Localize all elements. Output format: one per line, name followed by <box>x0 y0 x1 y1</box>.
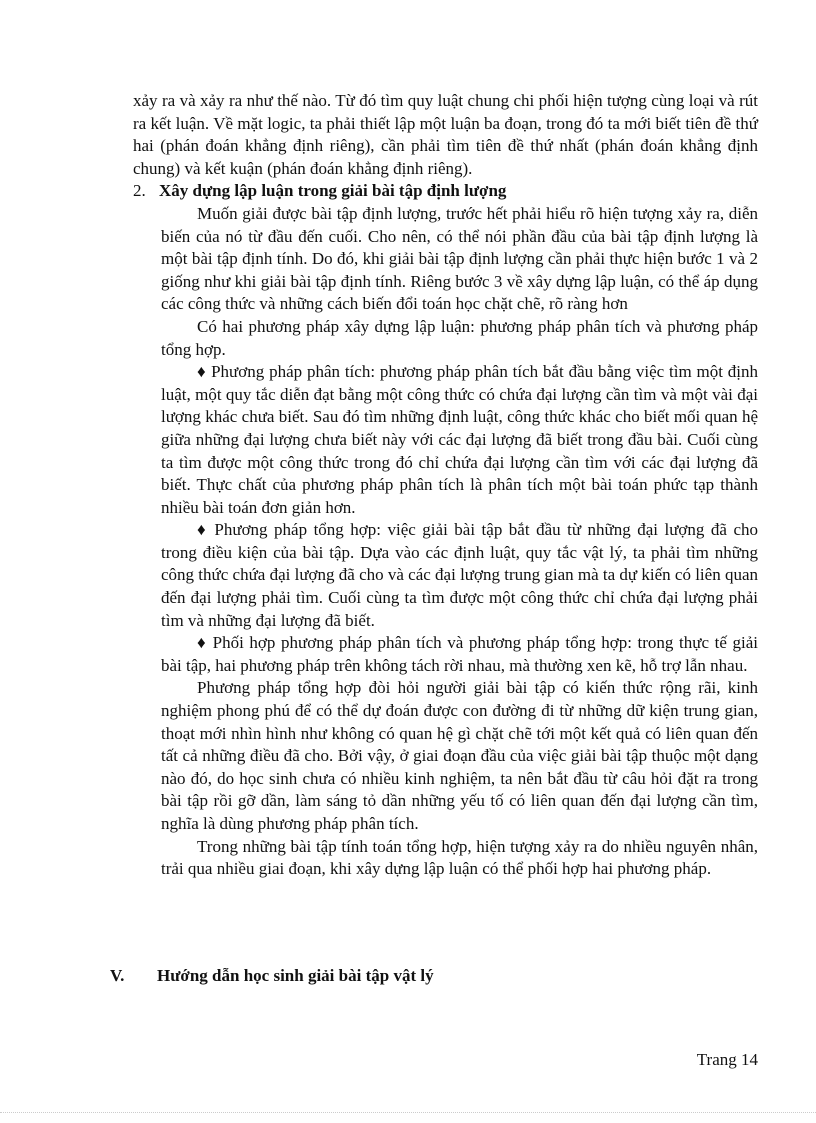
paragraph-synthesis-requirements: Phương pháp tổng hợp đòi hỏi người giải bài tập có kiến thức rộng rãi, kinh nghiệm phong phú để có thể dự đoán được con đường đi từ những dữ kiện trung gian, thoạt mới nhìn hình như không có quan hệ gì chặt chẽ tới một kết quả có liên quan đến tất cả những điều đã cho. Bởi vậy, ở giai đoạn đầu của việc giải bài tập thuộc một dạng nào đó, do học sinh chưa có nhiều kinh nghiệm, ta nên bắt đầu từ câu hỏi đặt ra trong bài tập rồi gỡ dần, làm sáng tỏ dần những yếu tố có liên quan đến đại lượng cần tìm, nghĩa là dùng phương pháp phân tích. <box>161 678 758 833</box>
paragraph-synthesis-method: ♦ Phương pháp tổng hợp: việc giải bài tập bắt đầu từ những đại lượng đã cho trong điều kiện của bài tập. Dựa vào các định luật, quy tắc vật lý, ta phải tìm những công thức chứa đại lượng đã cho và các đại lượng trung gian mà ta dự kiến có liên quan đến đại lượng phải tìm. Cuối cùng ta tìm được một công thức chỉ chứa đại lượng phải tìm và những đại lượng đã biết. <box>161 520 759 630</box>
section-2-body <box>133 203 758 881</box>
paragraph-combined-method: ♦ Phối hợp phương pháp phân tích và phương pháp tổng hợp: trong thực tế giải bài tập, hai phương pháp trên không tách rời nhau, mà thường xen kẽ, hỗ trợ lẫn nhau. <box>161 633 758 675</box>
page-bottom-divider <box>0 1112 816 1113</box>
paragraph-two-methods: Có hai phương pháp xây dựng lập luận: phương pháp phân tích và phương pháp tổng hợp. <box>161 316 758 359</box>
paragraph-quantitative-intro: Muốn giải được bài tập định lượng, trước hết phải hiểu rõ hiện tượng xảy ra, diễn biến của nó từ đầu đến cuối. Cho nên, có thể nói phần đầu của bài tập định lượng là một bài tập định tính. Do đó, khi giải bài tập định lượng cần phải thực hiện bước 1 và 2 giống như khi giải bài tập định tính. Riêng bước 3 về xây dựng lập luận, có thể áp dụng các công thức và những cách biến đổi toán học chặt chẽ, rõ ràng hơn <box>161 203 758 314</box>
body-text <box>133 90 758 881</box>
intro-paragraph: xảy ra và xảy ra như thế nào. Từ đó tìm quy luật chung chi phối hiện tượng cùng loại và rút ra kết luận. Về mặt logic, ta phải thiết lập một luận ba đoạn, trong đó ta mới biết tiên đề thứ hai (phán đoán khẳng định riêng), cần phải tìm tiên đề thứ nhất (phán đoán khẳng định chung) và kết kuận (phán đoán khẳng định riêng). <box>133 91 758 178</box>
section-2-number: 2. <box>133 181 146 201</box>
paragraph-complex-problems: Trong những bài tập tính toán tổng hợp, hiện tượng xảy ra do nhiều nguyên nhân, trải qua nhiều giai đoạn, khi xây dựng lập luận có thể phối hợp hai phương pháp. <box>161 836 758 879</box>
section-5-number: V. <box>110 966 125 985</box>
section-2-heading <box>133 180 758 203</box>
section-5-heading <box>110 966 434 986</box>
paragraph-analysis-method: ♦ Phương pháp phân tích: phương pháp phân tích bắt đầu bằng việc tìm một định luật, một quy tắc diễn đạt bằng một công thức có chứa đại lượng cần tìm và một vài đại lượng khác chưa biết. Sau đó tìm những định luật, công thức khác cho biết mối quan hệ giữa những đại lượng chưa biết này với các đại lượng đã biết trong đầu bài. Cuối cùng ta tìm được một công thức trong đó chỉ chứa đại lượng cần tìm với các đại lượng đã biết. Thực chất của phương pháp phân tích là phân tích một bài toán phức tạp thành nhiều bài toán đơn giản hơn. <box>161 362 758 517</box>
section-5-title: Hướng dẫn học sinh giải bài tập vật lý <box>157 966 434 985</box>
section-2-title: Xây dựng lập luận trong giải bài tập định lượng <box>159 181 507 201</box>
page-number: Trang 14 <box>696 1050 758 1069</box>
